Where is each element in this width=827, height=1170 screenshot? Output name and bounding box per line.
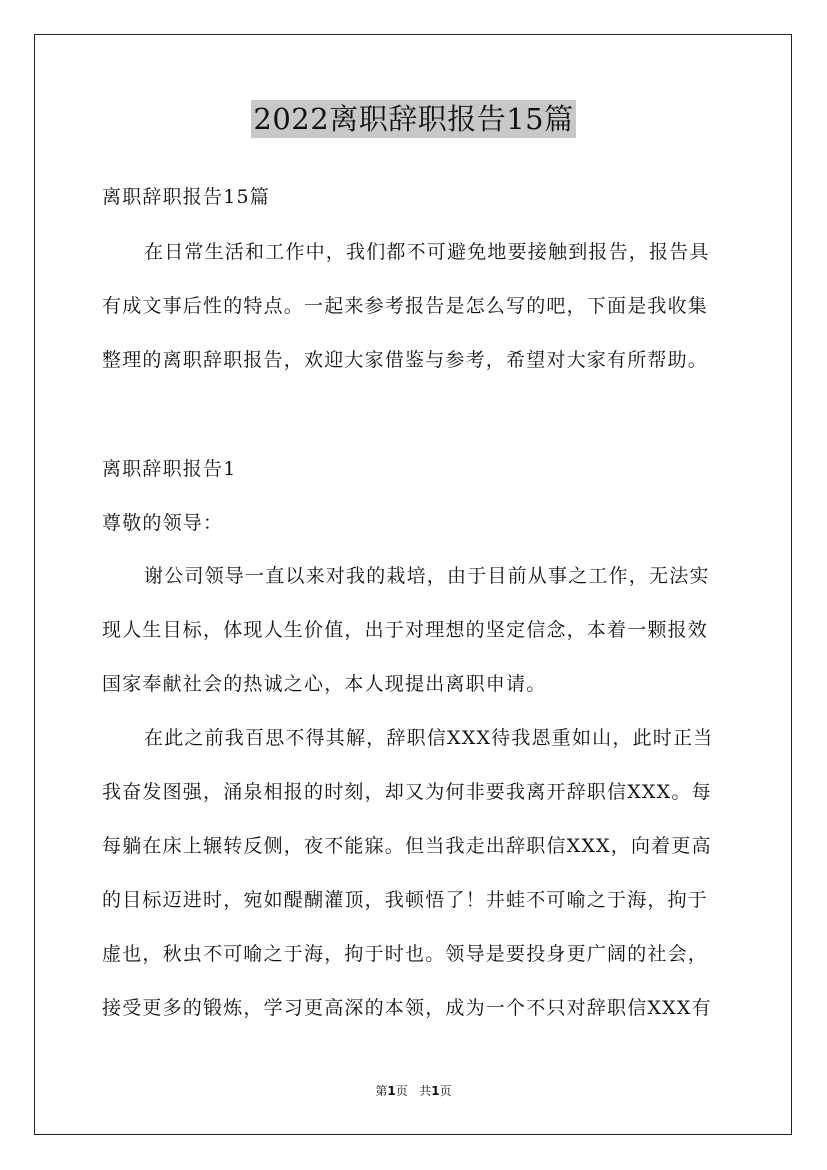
footer-total-suffix: 页 [439, 1084, 452, 1098]
footer-page-number: 1 [387, 1084, 396, 1098]
intro-line: 在日常生活和工作中，我们都不可避免地要接触到报告，报告具 [144, 241, 710, 263]
paragraph-line: 谢公司领导一直以来对我的栽培，由于目前从事之工作，无法实 [144, 565, 710, 587]
footer-total-prefix: 共 [419, 1084, 432, 1098]
paragraph-line: 每躺在床上辗转反侧，夜不能寐。但当我走出辞职信XXX，向着更高 [102, 835, 712, 857]
intro-line: 整理的离职辞职报告，欢迎大家借鉴与参考，希望对大家有所帮助。 [102, 349, 709, 371]
paragraph-line: 的目标迈进时，宛如醍醐灌顶，我顿悟了！井蛙不可喻之于海，拘于 [102, 889, 709, 911]
footer-page-prefix: 第 [375, 1084, 388, 1098]
section-heading: 离职辞职报告1 [102, 458, 237, 480]
paragraph-line: 现人生目标，体现人生价值，出于对理想的坚定信念，本着一颗报效 [102, 619, 709, 641]
paragraph-line: 我奋发图强，涌泉相报的时刻，却又为何非要我离开辞职信XXX。每 [102, 781, 712, 803]
salutation: 尊敬的领导： [102, 512, 224, 534]
footer-page-suffix: 页 [395, 1084, 408, 1098]
footer-total-number: 1 [431, 1084, 440, 1098]
paragraph-line: 接受更多的锻炼，学习更高深的本领，成为一个不只对辞职信XXX有 [102, 997, 712, 1019]
paragraph-line: 虚也，秋虫不可喻之于海，拘于时也。领导是要投身更广阔的社会， [102, 943, 709, 965]
subtitle: 离职辞职报告15篇 [102, 186, 270, 208]
paragraph-line: 在此之前我百思不得其解，辞职信XXX待我恩重如山，此时正当 [144, 727, 714, 749]
document-title: 2022离职辞职报告15篇 [253, 102, 574, 136]
page-footer [0, 1082, 827, 1099]
document-title-wrap [0, 99, 827, 139]
paragraph-line: 国家奉献社会的热诚之心，本人现提出离职申请。 [102, 673, 547, 695]
intro-line: 有成文事后性的特点。一起来参考报告是怎么写的吧，下面是我收集 [102, 295, 709, 317]
